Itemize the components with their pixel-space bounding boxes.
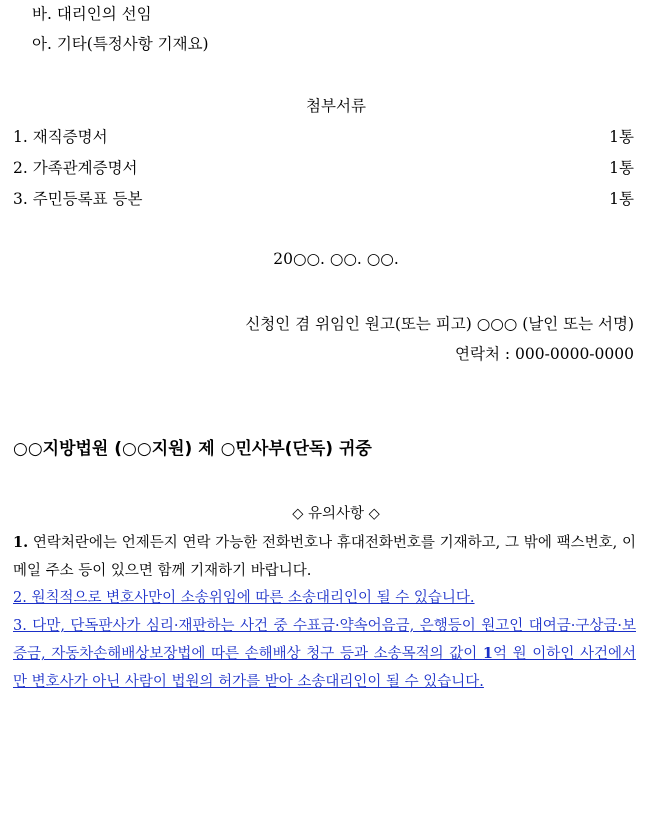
- note-1-text: 연락처란에는 언제든지 연락 가능한 전화번호나 휴대전화번호를 기재하고, 그 밖에 팩스번호, 이메일 주소 등이 있으면 함께 기재하기 바랍니다.: [13, 535, 636, 579]
- document-date: 20○○. ○○. ○○.: [273, 250, 399, 268]
- notes-heading: ◇ 유의사항 ◇: [292, 506, 380, 522]
- note-3-text-b: 억 원 이하인 사건에서만 변호사가 아닌 사람이 법원의 허가를 받아 소송대리인이 될 수 있습니다.: [13, 646, 636, 690]
- attachment-qty: 1통: [609, 159, 634, 177]
- attachment-label: 2. 가족관계증명서: [13, 159, 138, 177]
- attachments-heading: 첨부서류: [306, 97, 366, 115]
- note-3-text-a: 3. 다만, 단독판사가 심리·재판하는 사건 중 수표금·약속어음금, 은행등이 원고인 대여금·구상금·보증금, 자동차손해배상보장법에 따른 손해배상 청구 등과 소송목적의 값이: [13, 618, 636, 662]
- court-addressee: ○○지방법원 (○○지원) 제 ○민사부(단독) 귀중: [13, 439, 372, 459]
- attachment-label: 1. 재직증명서: [13, 128, 108, 146]
- attachment-qty: 1통: [609, 128, 634, 146]
- note-1: [13, 529, 636, 585]
- contact-line: 연락처 : 000-0000-0000: [455, 345, 634, 363]
- applicant-signature-line: 신청인 겸 위임인 원고(또는 피고) ○○○ (날인 또는 서명): [245, 315, 634, 333]
- note-3: [13, 612, 636, 696]
- attachment-label: 3. 주민등록표 등본: [13, 190, 143, 208]
- note-1-number: 1.: [13, 534, 29, 551]
- note-2: 2. 원칙적으로 변호사만이 소송위임에 따른 소송대리인이 될 수 있습니다.: [13, 590, 475, 606]
- item-delegation: 바. 대리인의 선임: [32, 5, 152, 23]
- note-3-amount: 1: [482, 645, 494, 662]
- attachment-qty: 1통: [609, 190, 634, 208]
- item-other: 아. 기타(특정사항 기재요): [32, 35, 209, 53]
